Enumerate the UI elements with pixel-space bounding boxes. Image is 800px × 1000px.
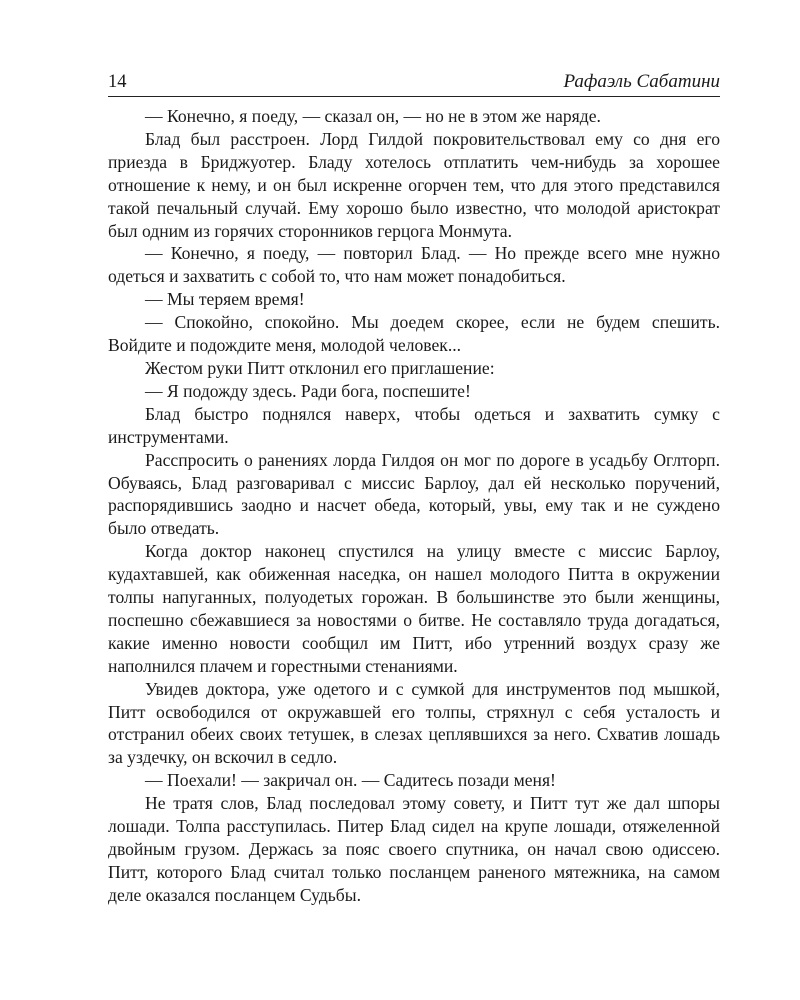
running-header bbox=[108, 70, 720, 97]
paragraph: — Поехали! — закричал он. — Садитесь позади меня! bbox=[145, 770, 556, 791]
paragraph: Блад был расстроен. Лорд Гилдой покровительствовал ему со дня его приезда в Бриджуотер. Бладу хотелось отплатить чем-нибудь за хорошее отношение к нему, и он был искренне огорчен тем, что для этого представился такой печальный случай. Ему хорошо было известно, что молодой аристократ был одним из горячих сторонников герцога Монмута. bbox=[108, 128, 720, 241]
paragraph: — Конечно, я поеду, — повторил Блад. — Но прежде всего мне нужно одеться и захватить с собой то, что нам может понадобиться. bbox=[108, 243, 720, 287]
paragraph: Жестом руки Питт отклонил его приглашение: bbox=[145, 357, 495, 378]
paragraph: Расспросить о ранениях лорда Гилдоя он мог по дороге в усадьбу Оглторп. Обуваясь, Блад разговаривал с миссис Барлоу, дал ей несколько поручений, распорядившись заодно и насчет обеда, который, увы, ему так и не суждено было отведать. bbox=[108, 449, 720, 539]
book-page bbox=[108, 70, 720, 907]
paragraph: — Мы теряем время! bbox=[145, 289, 305, 310]
paragraph: — Я подожду здесь. Ради бога, поспешите! bbox=[145, 380, 471, 401]
paragraph: — Конечно, я поеду, — сказал он, — но не в этом же наряде. bbox=[145, 106, 601, 126]
running-head-author: Рафаэль Сабатини bbox=[563, 71, 720, 92]
paragraph: Блад быстро поднялся наверх, чтобы одеться и захватить сумку с инструментами. bbox=[108, 403, 720, 447]
paragraph: Когда доктор наконец спустился на улицу вместе с миссис Барлоу, кудахтавшей, как обиженная наседка, он нашел молодого Питта в окружении толпы напуганных, полуодетых горожан. В большинстве это были женщины, поспешно сбежавшиеся за новостями о битве. Не составляло труда догадаться, какие именно новости сообщил им Питт, ибо утренний воздух сразу же наполнился плачем и горестными стенаниями. bbox=[108, 541, 720, 676]
paragraph: — Спокойно, спокойно. Мы доедем скорее, если не будем спешить. Войдите и подождите меня, молодой человек... bbox=[108, 312, 720, 356]
page-number: 14 bbox=[108, 72, 127, 92]
paragraph: Увидев доктора, уже одетого и с сумкой для инструментов под мышкой, Питт освободился от окружавшей его толпы, стряхнул с себя усталость и отстранил обеих своих тетушек, в слезах цеплявшихся за него. Схватив лошадь за уздечку, он вскочил в седло. bbox=[108, 678, 720, 768]
body-text bbox=[108, 105, 720, 907]
paragraph: Не тратя слов, Блад последовал этому совету, и Питт тут же дал шпоры лошади. Толпа расступилась. Питер Блад сидел на крупе лошади, отяжеленной двойным грузом. Держась за пояс своего спутника, он начал свою одиссею. Питт, которого Блад считал только посланцем раненого мятежника, на самом деле оказался посланцем Судьбы. bbox=[108, 793, 720, 905]
